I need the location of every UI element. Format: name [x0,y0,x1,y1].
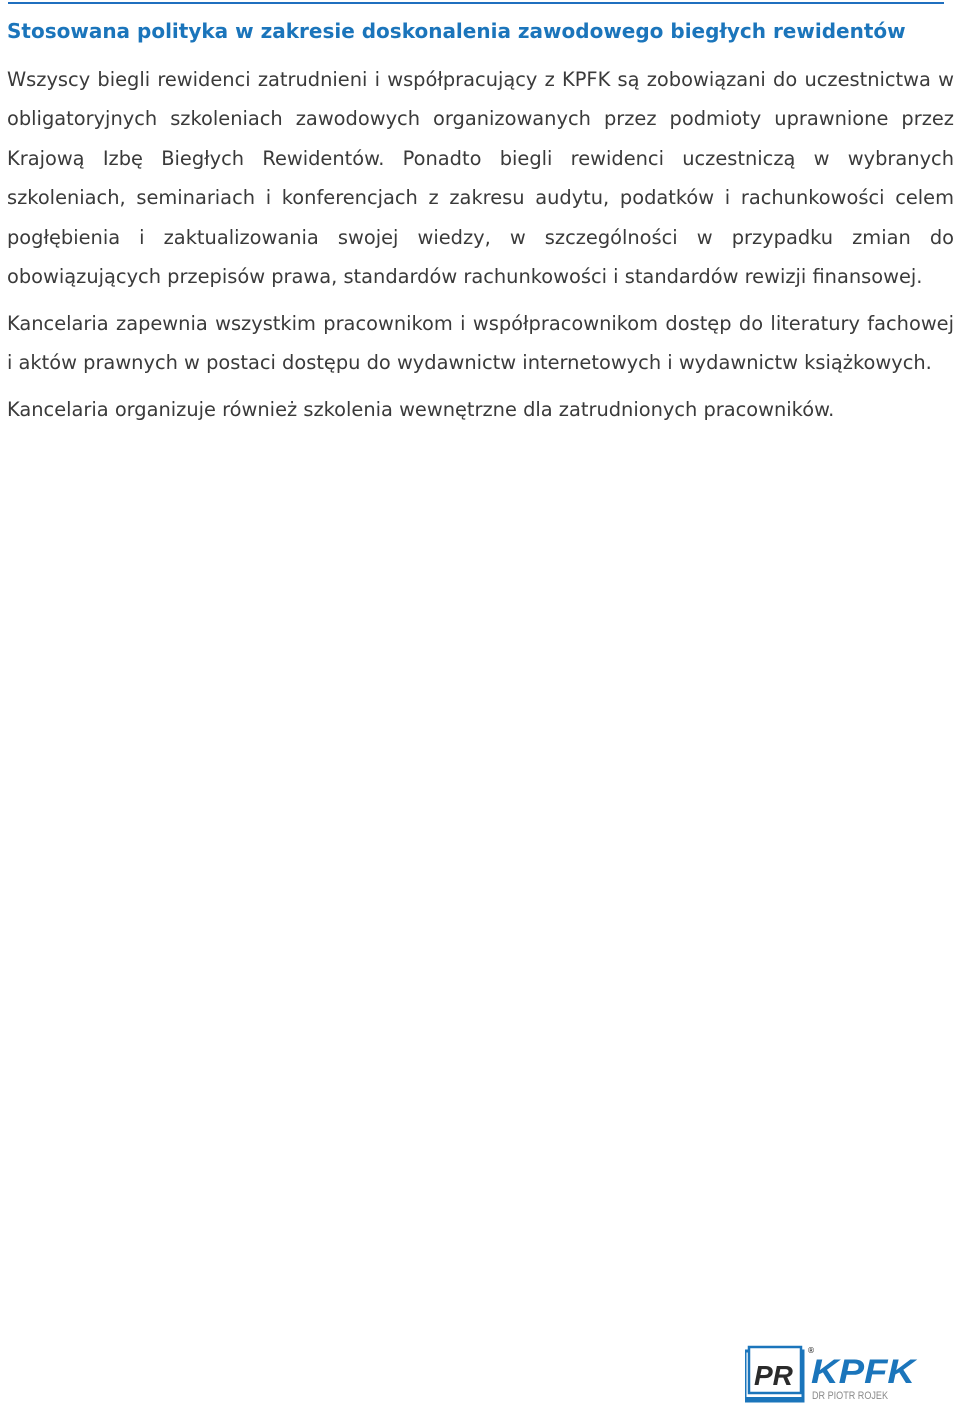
kpfk-logo [745,1345,925,1405]
logo-monogram: PR [754,1360,793,1391]
pr-monogram-icon [745,1347,803,1402]
logo-registered-mark: ® [807,1346,815,1355]
paragraph-internal-training: Kancelaria organizuje również szkolenia wewnętrzne dla zatrudnionych pracowników. [7,397,835,421]
logo-subtitle: DR PIOTR ROJEK [812,1390,889,1402]
document-body [7,12,954,436]
paragraph-training-obligation: Wszyscy biegli rewidenci zatrudnieni i współpracujący z KPFK są zobowiązani do uczestnictwa w obligatoryjnych szkoleniach zawodowych organizowanych przez podmioty uprawnione przez Krajową Izbę Biegłych Rewidentów. Ponadto biegli rewidenci uczestniczą w wybranych szkoleniach, seminariach i konferencjach z zakresu audytu, podatków i rachunkowości celem pogłębienia i zaktualizowania swojej wiedzy, w szczególności w przypadku zmian do obowiązujących przepisów prawa, standardów rachunkowości i standardów rewizji finansowej. [7,67,954,288]
logo-brand: KPFK [811,1353,918,1391]
top-rule [8,2,944,4]
paragraph-literature-access: Kancelaria zapewnia wszystkim pracownikom i współpracownikom dostęp do literatury fachowej i aktów prawnych w postaci dostępu do wydawnictw internetowych i wydawnictw książkowych. [7,311,954,374]
section-title: Stosowana polityka w zakresie doskonalenia zawodowego biegłych rewidentów [7,19,906,43]
